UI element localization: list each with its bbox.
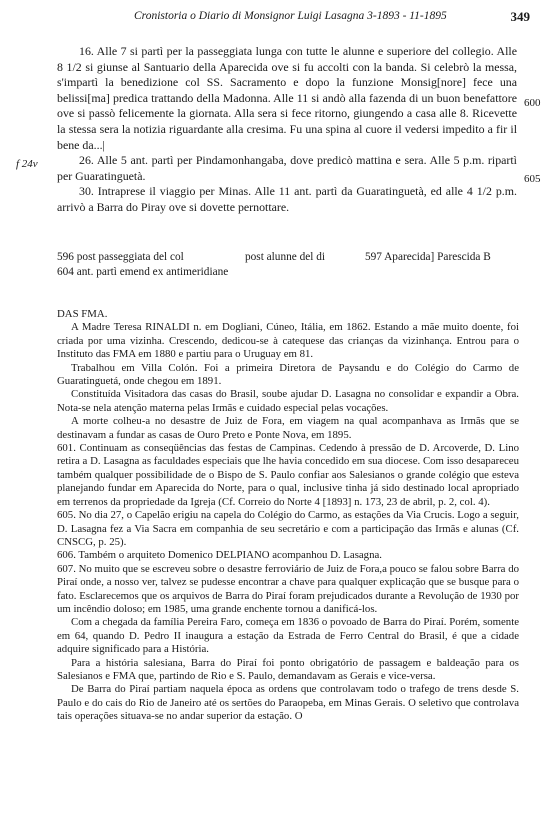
diary-text xyxy=(57,44,517,216)
folio-marker: f 24v xyxy=(16,158,38,170)
entry-30: 30. Intraprese il viaggio per Minas. Alle 11 ant. partì da Guaratinguetà, ed alle 4 1/2 p.m. arrivò a Barra do Piray ove si dovette pernottare. xyxy=(57,184,517,214)
footnotes xyxy=(57,308,519,724)
note-paragraph: Constituída Visitadora das casas do Brasil, soube ajudar D. Lasagna no consolidar e expandir a Obra. Nota-se nela atenção materna pelas Irmãs e cuidado especial pelas vocações. xyxy=(57,388,519,414)
apparatus-entry-604: 604 ant. partì emend ex antimeridiane xyxy=(57,265,229,278)
note-607: 607. No muito que se escreveu sobre o desastre ferroviário de Juiz de Fora,a pouco se falou sobre Barra do Piraí onde, a nosso ver, talvez se pudesse encontrar a chave para qualquer explicação que se busque para o fato. Esclarecemos que os arquivos de Barra do Piraí foram prejudicados durante a Revolução de 1930 por um incêndio doloso; em 1985, uma grande enchente tornou a danificá-los. xyxy=(57,562,519,615)
running-title: Cronistoria o Diario di Monsignor Luigi Lasagna 3-1893 - 11-1895 xyxy=(134,10,447,22)
apparatus-entry-596b: post alunne del di xyxy=(245,251,326,263)
entry-26: 26. Alle 5 ant. partì per Pindamonhangaba, dove predicò mattina e sera. Alle 5 p.m. ripartì per Guaratinguetà. xyxy=(57,153,517,183)
line-number-605: 605 xyxy=(524,173,541,185)
apparatus-entry-597: 597 Aparecida] Parescida B xyxy=(365,251,491,263)
note-605: 605. No dia 27, o Capelão erigiu na capela do Colégio do Carmo, as estações da Via Crucis. Logo a seguir, D. Lasagna fez a Via Sacra em companhia de seu secretário e com a participação das Irmãs e alunas (Cf. CNSCG, p. 25). xyxy=(57,509,519,548)
note-paragraph: Com a chegada da família Pereira Faro, começa em 1836 o povoado de Barra do Piraí. Porém, somente em 64, quando D. Pedro II inaugura a estação da Estrada de Ferro Central do Brasil, é que a cidade adquire significado para a História. xyxy=(57,616,519,656)
apparatus-row xyxy=(57,250,527,265)
line-number-600: 600 xyxy=(524,97,541,109)
note-606: 606. Também o arquiteto Domenico DELPIANO acompanhou D. Lasagna. xyxy=(57,549,382,562)
running-header xyxy=(134,10,530,28)
note-paragraph: Trabalhou em Villa Colón. Foi a primeira Diretora de Paysandu e do Colégio do Carmo de Guaratinguetá, onde chegou em 1891. xyxy=(57,361,519,388)
note-paragraph: De Barra do Piraí partiam naquela época as ordens que controlavam todo o trafego de trens desde S. Paulo e do cais do Rio de Janeiro até os sertões do Paraopeba, em Minas Gerais. O seletivo que controlava tais operações situava-se no andar superior da estação. O xyxy=(57,683,519,723)
critical-apparatus xyxy=(57,250,527,279)
apparatus-entry-596: 596 post passeggiata del col xyxy=(57,251,184,263)
note-paragraph: Para a história salesiana, Barra do Piraí foi ponto obrigatório de passagem e baldeação para os Salesianos e FMA que, partindo de Rio e S. Paulo, demandavam as Gerais e vice-versa. xyxy=(57,656,519,682)
note-601: 601. Continuam as conseqüências das festas de Campinas. Cedendo à pressão de D. Arcoverde, D. Lino retira a D. Lasagna as faculdades especiais que lhe havia concedido em sua diocese. Com isso desapareceu também qualquer possibilidade de o Bispo de S. Paulo confiar aos Salesianos o grande colégio que esteva planejando fundar em Aparecida do Norte, para o qual, inclusive tinha já sido destinado local apropriado em terrenos da propriedade da Igreja (Cf. Correio do Norte 4 [1893] n. 173, 23 de abril, p. 2, col. 4). xyxy=(57,442,519,508)
note-intro: DAS FMA. xyxy=(57,308,108,320)
note-paragraph: A morte colheu-a no desastre de Juiz de Fora, em viagem na qual acompanhava as Irmãs que se destinavam a fundar as casas de Ouro Preto e Ponte Nova, em 1895. xyxy=(57,415,519,441)
apparatus-row xyxy=(57,265,527,280)
note-paragraph: A Madre Teresa RINALDI n. em Dogliani, Cúneo, Itália, em 1862. Estando a mãe muito doente, foi criada por uma vizinha. Crescendo, dedicou-se à catequese das crianças da vizinhança. Entrou para o Instituto das FMA em 1880 e partiu para o Uruguay em 81. xyxy=(57,321,519,361)
entry-16: 16. Alle 7 si partì per la passeggiata lunga con tutte le alunne e superiore del collegio. Alle 8 1/2 si giunse al Santuario della Aparecida ove si fu accolti con la banda. Si celebrò la messa, s'impartì la benedizione col SS. Sacramento e dopo la funzione Monsig[nore] fece una belissi[ma] predica trattando della Madonna. Alle 11 si andò alla fazenda di un buon benefattore ove si passò felicemente la giornata. Alla sera si fece ritorno, giungendo a casa alle 8. Ricevette la stessa sera la notizia riguardante alla cresima. Fu una spina al cuore il vedersi impedito a fir il bene da...| xyxy=(57,44,517,152)
page-number: 349 xyxy=(510,9,530,24)
